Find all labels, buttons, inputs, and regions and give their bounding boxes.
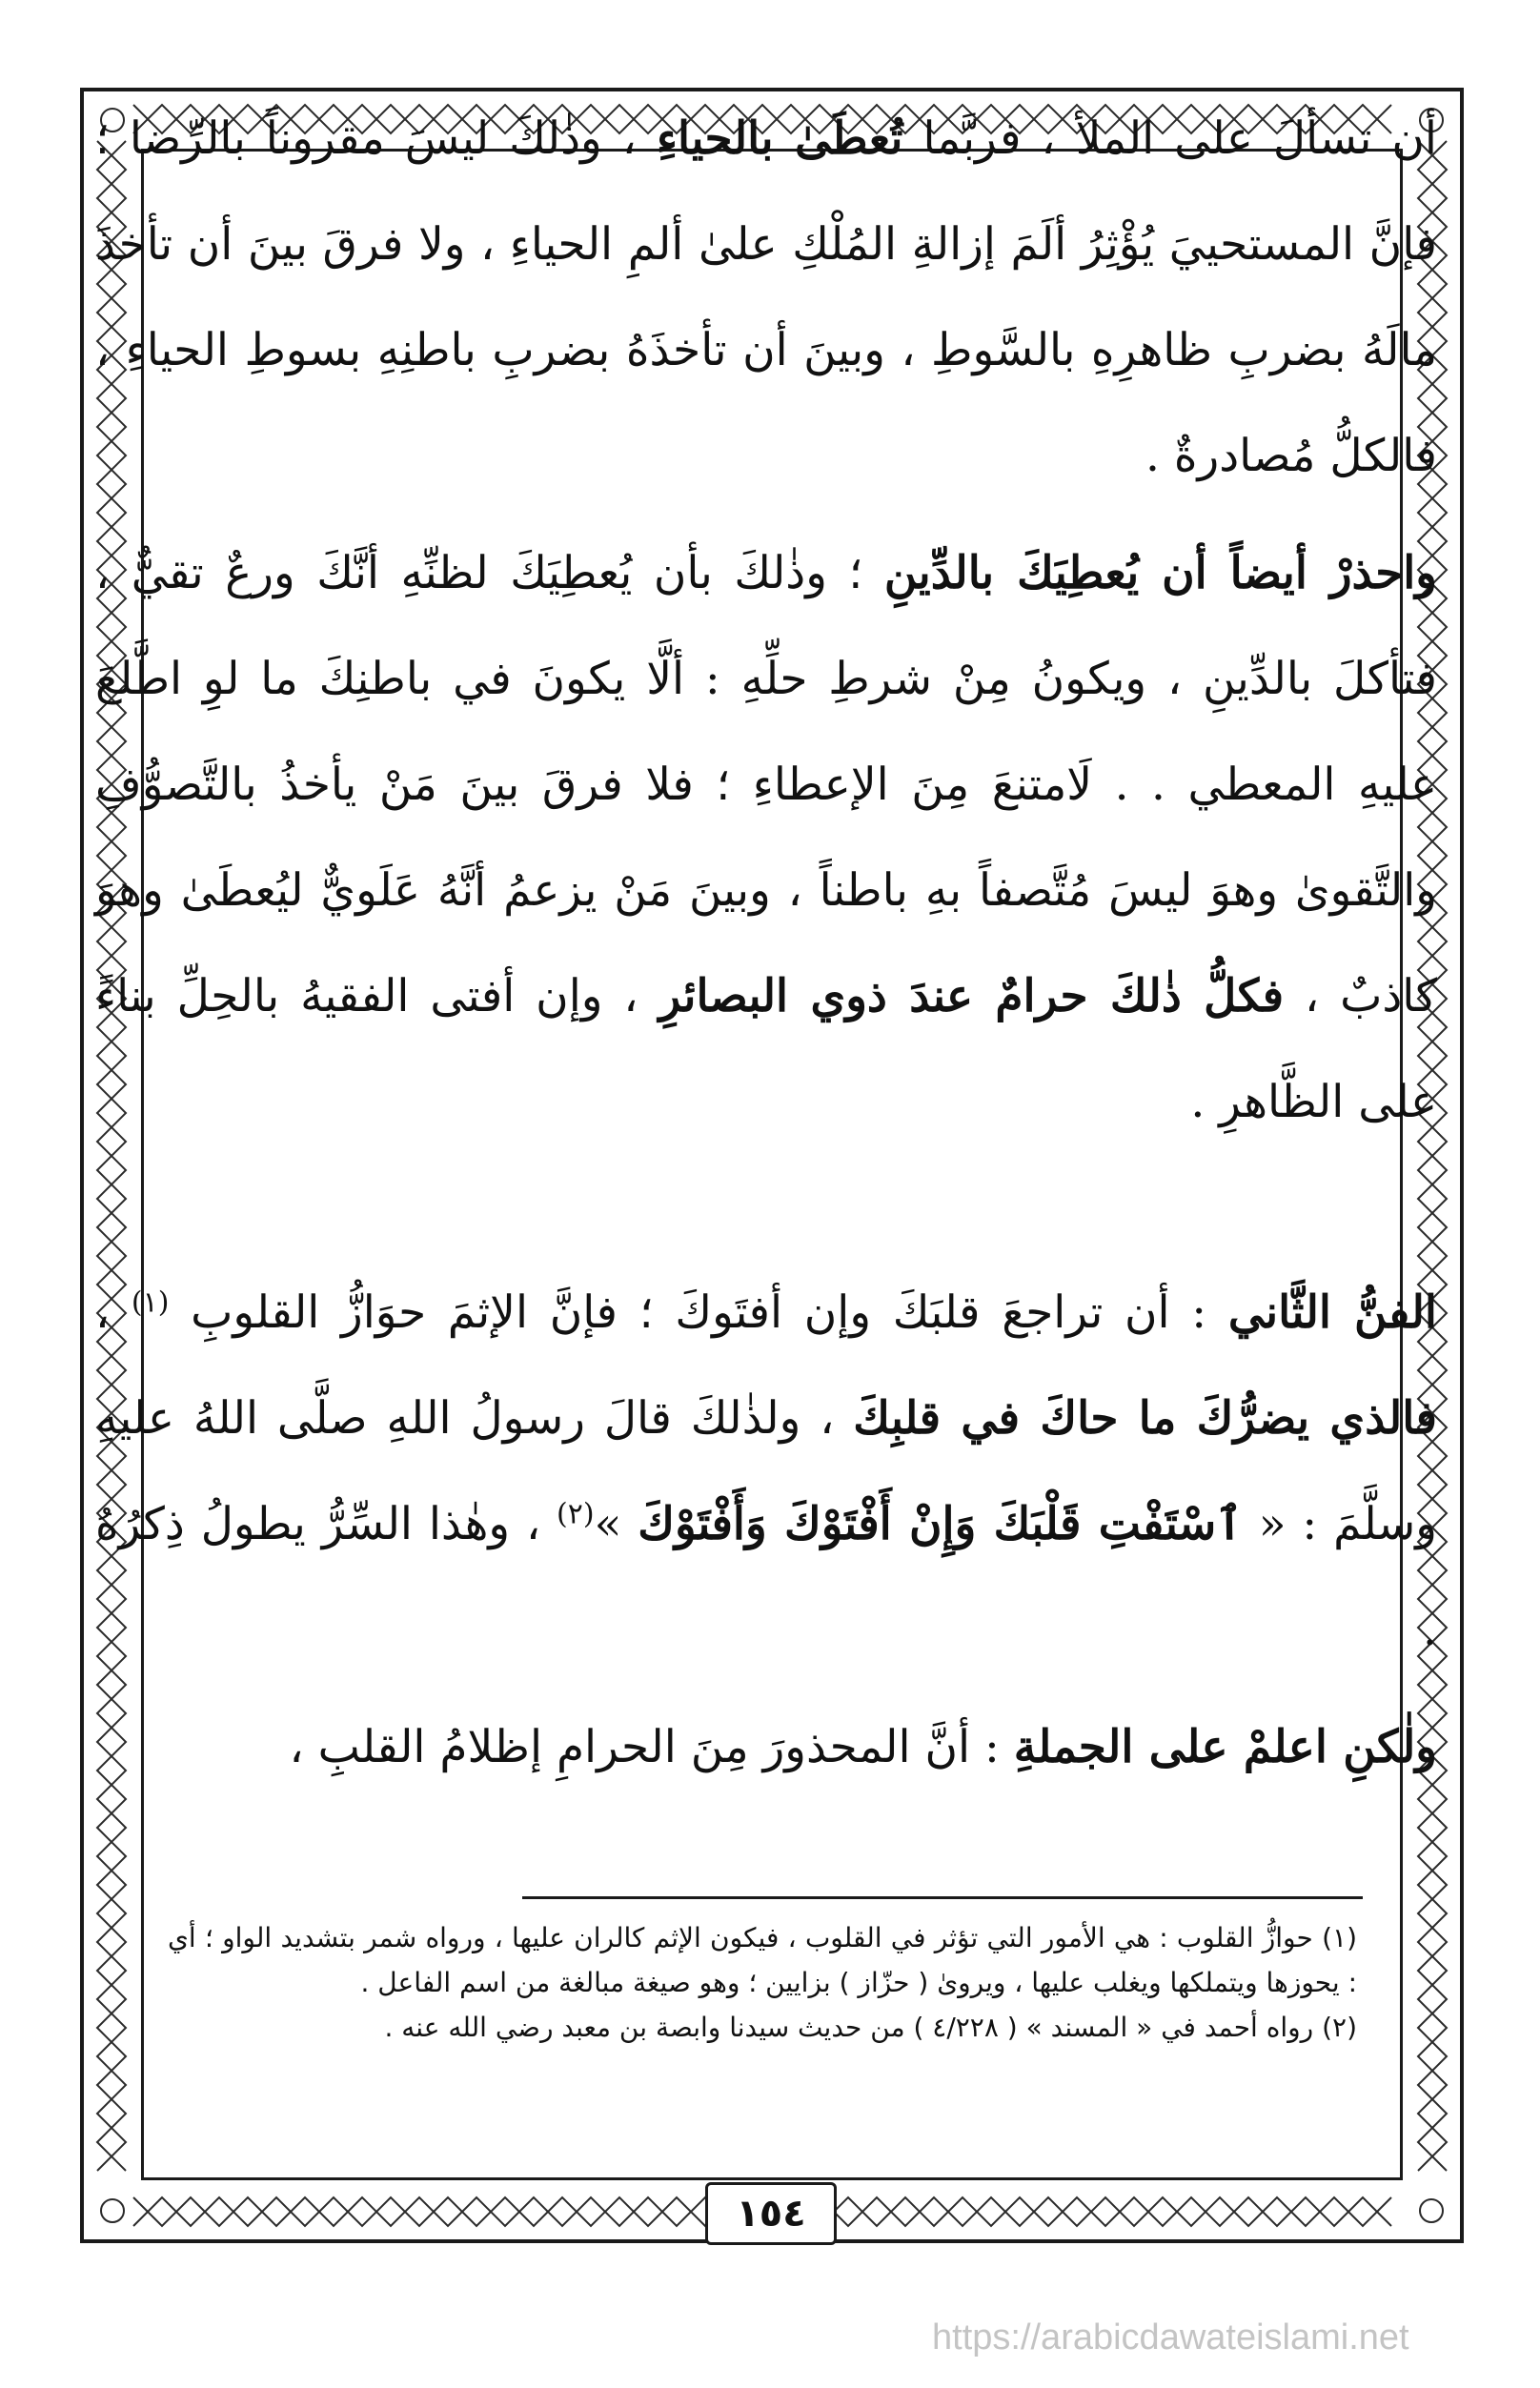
footnote-1: (١) حوازُّ القلوب : هي الأمور التي تؤثر في القلوب ، فيكون الإثم كالران عليها ، ورواه شمر بتشديد الواو ؛ أي : يحوزها ويتملكها ويغلب عليها ، ويروىٰ ( حزّاز ) بزايين ؛ وهو صيغة مبالغة من اسم الفاعل . [168,1922,1357,1998]
text-run: أن تسألَ على الملأ ، فربَّما [902,112,1437,165]
page-number [705,2182,837,2245]
text-run: ، [95,1286,132,1339]
bold-text-run: الفنُّ الثَّاني [1227,1286,1437,1339]
bold-text-run: فكلُّ ذٰلكَ حرامٌ عندَ ذوي البصائرِ [659,970,1285,1022]
bold-text-run: تُعطَىٰ بالحياءِ [656,112,903,165]
bold-text-run: ٱسْتَفْتِ قَلْبَكَ وَإِنْ أَفْتَوْكَ وَأَفْتَوْكَ [638,1498,1243,1550]
footnote-ref: (١) [131,1285,170,1320]
text-run: : أنَّ المحذورَ مِنَ الحرامِ إظلامُ القلبِ ، [289,1721,1014,1773]
bold-text-run: فالذي يضرُّكَ ما حاكَ في قلبِكَ [853,1392,1437,1445]
footnote-ref: (٢) [557,1497,595,1531]
footnote-2: (٢) رواه أحمد في « المسند » ( ٤/٢٢٨ ) من حديث سيدنا وابصة بن معبد رضي الله عنه . [384,2012,1357,2043]
text-run: ، ولذٰلكَ قالَ رسولُ اللهِ صلَّى اللهُ عليهِ وسلَّمَ : « [95,1392,1437,1550]
text-run: ، وهٰذا السِّرُّ يطولُ ذِكرُهُ . [95,1498,1437,1656]
text-run: ، وإن أفتى الفقيهُ بالحِلِّ بناءً على الظَّاهرِ . [95,970,1437,1128]
text-run: : أن تراجعَ قلبَكَ وإن أفتَوكَ ؛ فإنَّ الإثمَ حوَازُّ القلوبِ [169,1286,1228,1339]
page-number-text: ١٥٤ [736,2192,806,2236]
bold-text-run: واحذرْ أيضاً أن يُعطِيَكَ بالدِّينِ [883,547,1437,599]
paragraph-4 [95,1694,1437,1800]
main-text [95,86,1437,1800]
paragraph-3 [95,1260,1437,1683]
ornament-corner [101,2199,124,2222]
footnote-divider [522,1896,1363,1899]
paragraph-1 [95,86,1437,509]
bold-text-run: ولٰكنِ اعلمْ على الجملةِ [1013,1721,1437,1773]
watermark-url: https://arabicdawateislami.net [932,2317,1409,2358]
ornament-corner [1420,2199,1443,2222]
text-run: » [594,1498,638,1550]
text-run: ، وذٰلكَ ليسَ مقروناً بالرِّضا ؛ فإنَّ المستحييَ يُؤْثِرُ ألَمَ إزالةِ المُلْكِ علىٰ ألمِ الحياءِ ، ولا فرقَ بينَ أن تأخذَ مالَهُ بضربِ ظاهرِهِ بالسَّوطِ ، وبينَ أن تأخذَهُ بضربِ باطنِهِ بسوطِ الحياءِ ، فالكلُّ مُصادرةٌ . [95,112,1437,482]
paragraph-2 [95,520,1437,1155]
footnotes [168,1915,1357,2050]
text-run: ؛ وذٰلكَ بأن يُعطِيَكَ لظنِّهِ أنَّكَ ورعٌ تقيٌّ ، فتأكلَ بالدِّينِ ، ويكونُ مِنْ شرطِ حلِّهِ : ألَّا يكونَ في باطنِكَ ما لوِ اطَّلعَ عليهِ المعطي . . لَامتنعَ مِنَ الإعطاءِ ؛ فلا فرقَ بينَ مَنْ يأخذُ بالتَّصوُّفِ والتَّقوىٰ وهوَ ليسَ مُتَّصفاً بهِ باطناً ، وبينَ مَنْ يزعمُ أنَّهُ عَلَويٌّ ليُعطَىٰ وهوَ كاذبٌ ، [95,547,1437,1022]
